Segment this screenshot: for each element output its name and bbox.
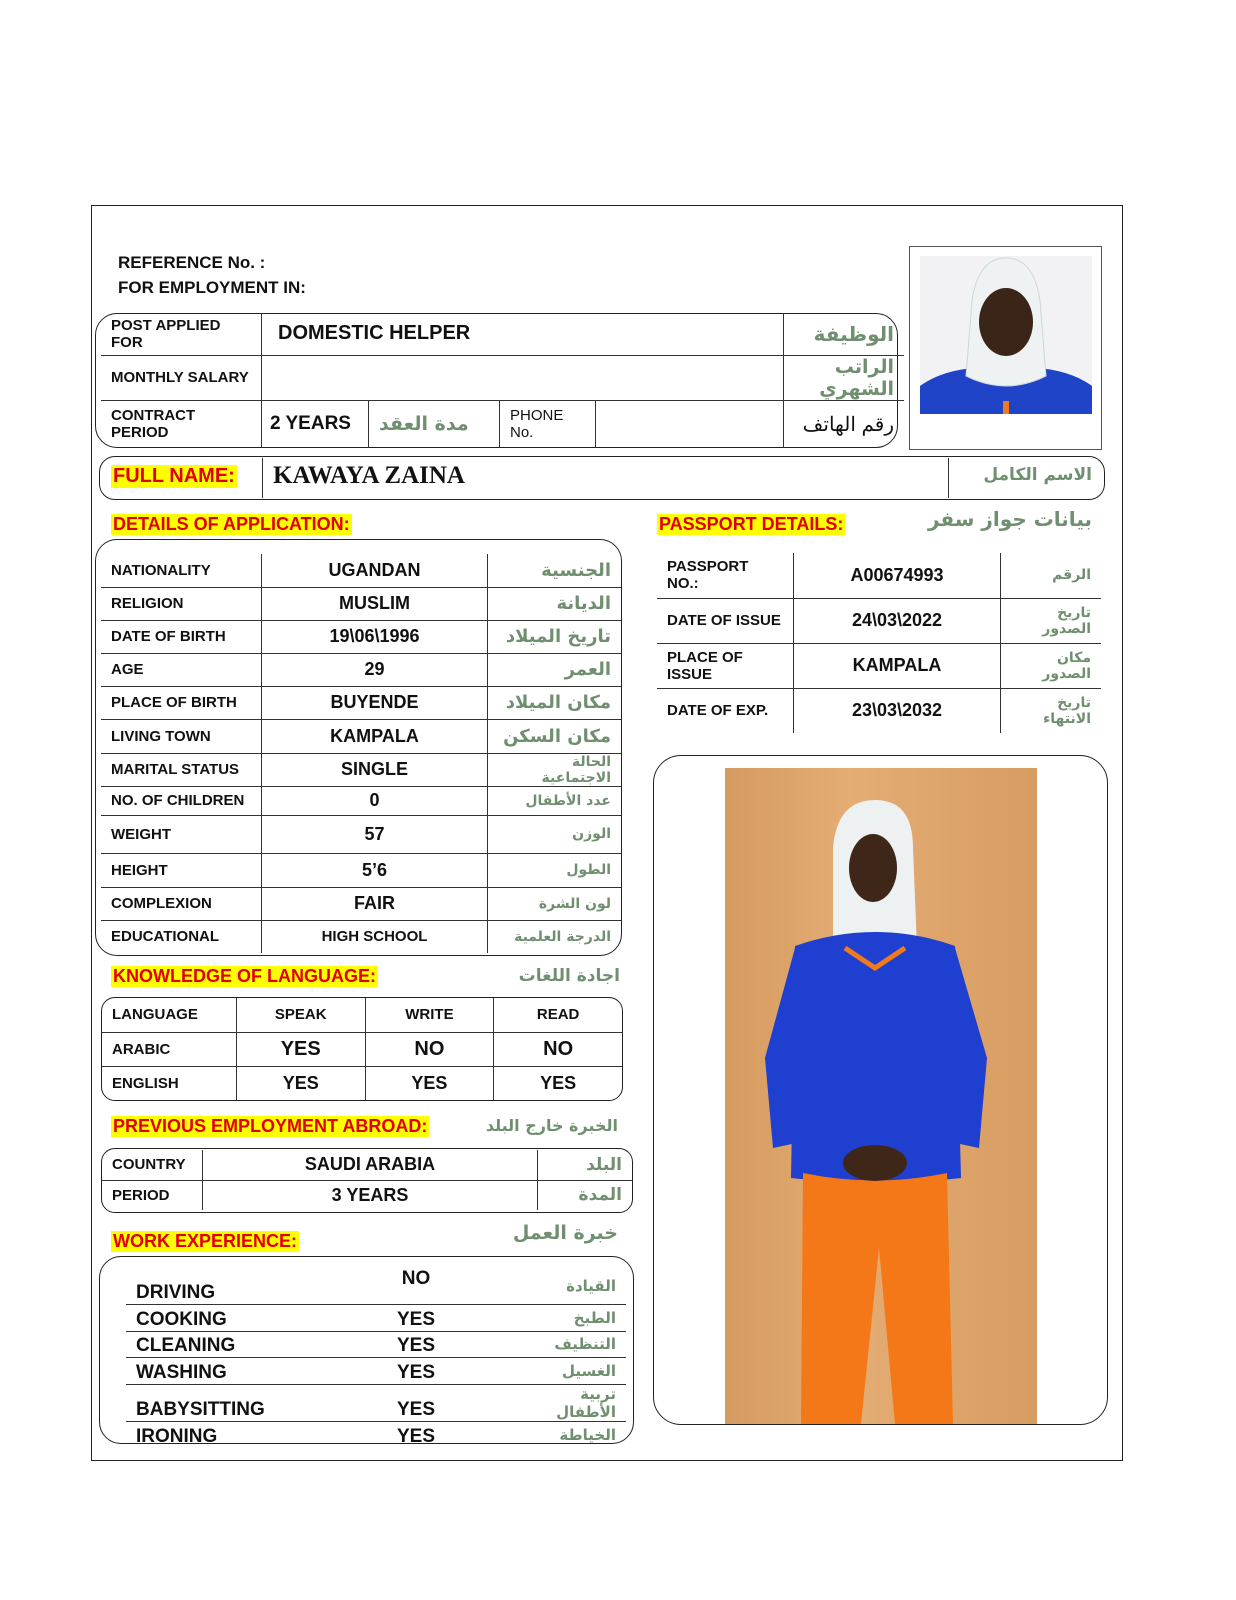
application-arabic: تاريخ الميلاد (505, 626, 611, 647)
application-label: LIVING TOWN (101, 719, 262, 753)
work-title-arabic: خبرة العمل (512, 1222, 618, 1244)
work-row (126, 1384, 626, 1421)
application-arabic: الجنسية (541, 559, 611, 581)
work-value: YES (396, 1398, 436, 1420)
application-row (101, 686, 621, 719)
employment-label: FOR EMPLOYMENT IN: (118, 278, 306, 297)
application-value: 0 (262, 786, 488, 815)
phone-label: PHONE No. (500, 400, 596, 448)
salary-arabic: الراتب الشهري (784, 355, 905, 400)
passport-value: A00674993 (794, 553, 1001, 598)
application-value: KAMPALA (262, 719, 488, 753)
contract-value: 2 YEARS (262, 400, 369, 448)
passport-title: PASSPORT DETAILS: (659, 514, 844, 534)
language-read: NO (543, 1037, 574, 1060)
work-table (126, 1268, 626, 1448)
passport-row (657, 598, 1101, 643)
full-name-divider-ar (948, 458, 949, 498)
application-row (101, 620, 621, 653)
contract-arabic: مدة العقد (369, 400, 500, 448)
application-arabic: لون الشرة (538, 895, 611, 912)
passport-value: 23\03\2032 (794, 688, 1001, 733)
work-arabic: التنظيف (554, 1335, 616, 1353)
application-label: AGE (101, 653, 262, 686)
post-label: POST APPLIED FOR (101, 313, 262, 355)
application-label: RELIGION (101, 587, 262, 620)
application-label: COMPLEXION (101, 887, 262, 920)
passport-arabic: مكان الصدور (1042, 649, 1091, 682)
body-photo (725, 768, 1037, 1424)
application-label: NATIONALITY (101, 554, 262, 587)
application-arabic: الطول (566, 862, 611, 878)
language-header: READ (536, 1006, 580, 1024)
application-row (101, 786, 621, 815)
full-name-divider (262, 458, 263, 498)
work-value: YES (396, 1426, 436, 1447)
work-row (126, 1357, 626, 1384)
application-value: 57 (262, 815, 488, 853)
salary-label: MONTHLY SALARY (101, 355, 262, 400)
previous-value: SAUDI ARABIA (203, 1150, 538, 1180)
application-label: MARITAL STATUS (101, 753, 262, 786)
language-header: LANGUAGE (102, 998, 236, 1032)
language-title: KNOWLEDGE OF LANGUAGE: (113, 966, 376, 986)
passport-value: KAMPALA (794, 643, 1001, 688)
application-arabic: الحالة الاجتماعية (541, 753, 611, 786)
application-arabic: الديانة (556, 593, 611, 614)
application-label: HEIGHT (101, 853, 262, 887)
passport-row (657, 553, 1101, 598)
application-row (101, 719, 621, 753)
previous-table (102, 1150, 632, 1210)
application-value: 19\06\1996 (262, 620, 488, 653)
application-arabic: مكان السكن (503, 725, 611, 747)
application-label: DATE OF BIRTH (101, 620, 262, 653)
language-name: ENGLISH (102, 1066, 236, 1100)
previous-title: PREVIOUS EMPLOYMENT ABROAD: (113, 1116, 428, 1136)
previous-title-arabic: الخبرة خارج البلد (485, 1116, 618, 1135)
full-name-arabic: الاسم الكامل (983, 465, 1092, 485)
application-arabic: العمر (564, 659, 611, 680)
application-title: DETAILS OF APPLICATION: (113, 514, 350, 534)
work-title: WORK EXPERIENCE: (113, 1231, 298, 1251)
application-row (101, 554, 621, 587)
post-value: DOMESTIC HELPER (278, 322, 471, 345)
application-value: BUYENDE (262, 686, 488, 719)
language-header: SPEAK (236, 998, 365, 1032)
language-row (102, 1066, 622, 1100)
previous-row (102, 1150, 632, 1180)
language-table (102, 998, 622, 1100)
application-row (101, 853, 621, 887)
application-row (101, 753, 621, 786)
work-label: WASHING (136, 1361, 227, 1383)
top-table (101, 313, 904, 448)
full-name-value: KAWAYA ZAINA (273, 462, 465, 489)
application-value: UGANDAN (262, 554, 488, 587)
previous-arabic: البلد (586, 1154, 622, 1175)
language-name: ARABIC (102, 1032, 236, 1066)
application-label: EDUCATIONAL (101, 920, 262, 953)
previous-arabic: المدة (578, 1185, 622, 1206)
application-table (101, 554, 621, 953)
language-header-row (102, 998, 622, 1032)
full-name-label: FULL NAME: (113, 465, 235, 487)
work-value: YES (396, 1361, 436, 1383)
passport-label: DATE OF ISSUE (657, 598, 794, 643)
application-arabic: عدد الأطفال (525, 792, 611, 809)
work-arabic: تربية الأطفال (556, 1384, 616, 1421)
work-label: BABYSITTING (136, 1398, 265, 1420)
previous-label: COUNTRY (102, 1150, 203, 1180)
passport-arabic: الرقم (1052, 567, 1091, 584)
language-row (102, 1032, 622, 1066)
work-arabic: القيادة (566, 1276, 616, 1295)
work-label: CLEANING (136, 1334, 236, 1356)
work-value: YES (396, 1308, 436, 1330)
head-photo (920, 256, 1092, 414)
application-value: FAIR (262, 887, 488, 920)
language-speak: YES (236, 1032, 365, 1066)
passport-title-arabic: بيانات جواز سفر (927, 507, 1092, 531)
work-arabic: الطبخ (573, 1308, 616, 1327)
work-label: DRIVING (136, 1281, 216, 1303)
language-read: YES (540, 1072, 577, 1093)
application-label: WEIGHT (101, 815, 262, 853)
previous-value: 3 YEARS (203, 1180, 538, 1210)
work-value: NO (401, 1268, 431, 1289)
previous-row (102, 1180, 632, 1210)
contract-label: CONTRACT PERIOD (101, 400, 262, 448)
application-row (101, 887, 621, 920)
work-row (126, 1421, 626, 1448)
application-row (101, 815, 621, 853)
application-value: HIGH SCHOOL (262, 920, 488, 953)
passport-arabic: تاريخ الصدور (1042, 604, 1091, 637)
application-value: MUSLIM (262, 587, 488, 620)
application-arabic: مكان الميلاد (505, 692, 611, 713)
phone-value (596, 400, 784, 448)
passport-value: 24\03\2022 (794, 598, 1001, 643)
full-name-border (99, 456, 1105, 500)
application-arabic: الدرجة العلمية (514, 928, 611, 945)
work-label: IRONING (136, 1426, 218, 1447)
work-arabic: الخياطة (559, 1425, 616, 1444)
previous-label: PERIOD (102, 1180, 203, 1210)
passport-label: PASSPORT NO.: (657, 553, 794, 598)
work-value: YES (396, 1334, 436, 1356)
language-write: NO (365, 1032, 494, 1066)
passport-table (657, 553, 1101, 733)
application-row (101, 587, 621, 620)
work-arabic: الغسيل (561, 1361, 616, 1380)
application-value: 5’6 (262, 853, 488, 887)
application-row (101, 920, 621, 953)
application-value: SINGLE (262, 753, 488, 786)
language-title-arabic: اجادة اللغات (518, 966, 620, 986)
application-arabic: الوزن (572, 826, 611, 842)
passport-label: DATE OF EXP. (657, 688, 794, 733)
work-row (126, 1268, 626, 1304)
work-row (126, 1331, 626, 1357)
work-row (126, 1304, 626, 1331)
application-row (101, 653, 621, 686)
passport-row (657, 688, 1101, 733)
application-label: PLACE OF BIRTH (101, 686, 262, 719)
passport-row (657, 643, 1101, 688)
application-value: 29 (262, 653, 488, 686)
language-speak: YES (236, 1066, 365, 1100)
passport-label: PLACE OF ISSUE (657, 643, 794, 688)
application-label: NO. OF CHILDREN (101, 786, 262, 815)
language-write: YES (365, 1066, 494, 1100)
language-header: WRITE (365, 998, 494, 1032)
work-label: COOKING (136, 1308, 227, 1330)
salary-value (262, 355, 784, 400)
reference-label: REFERENCE No. : (118, 253, 266, 272)
post-arabic: الوظيفة (784, 313, 905, 355)
phone-arabic: رقم الهاتف (784, 400, 905, 448)
passport-arabic: تاريخ الانتهاء (1043, 694, 1091, 727)
